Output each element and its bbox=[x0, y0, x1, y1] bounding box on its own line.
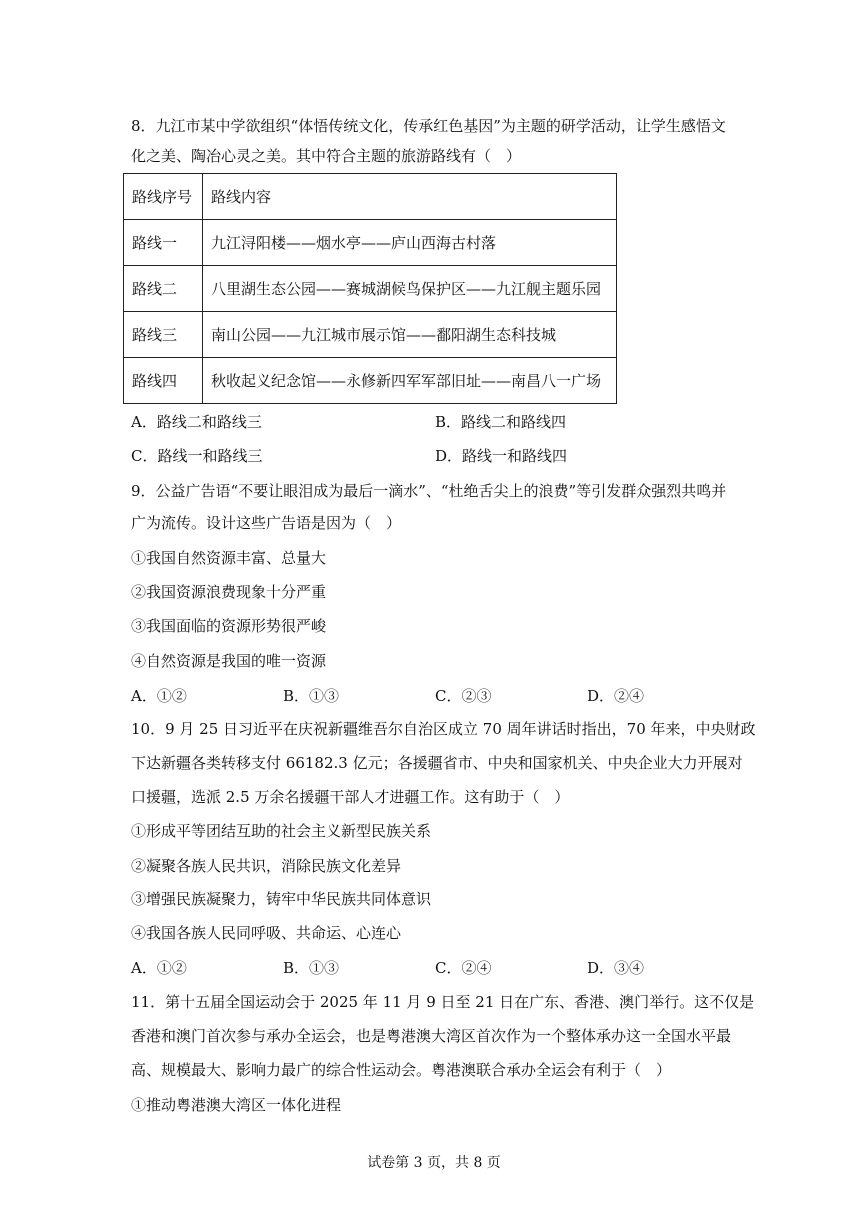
table-cell: 路线三 bbox=[124, 312, 203, 358]
table-row bbox=[124, 358, 617, 404]
q11-statement-1: ①推动粤港澳大湾区一体化进程 bbox=[131, 1096, 342, 1114]
table-cell: 九江浔阳楼——烟水亭——庐山西海古村落 bbox=[203, 220, 617, 266]
q9-stem-line-2: 广为流传。设计这些广告语是因为（ ） bbox=[131, 514, 402, 532]
table-cell: 路线一 bbox=[124, 220, 203, 266]
q9-statement-3: ③我国面临的资源形势很严峻 bbox=[131, 617, 327, 635]
q11-stem-line-2: 香港和澳门首次参与承办全运会，也是粤港澳大湾区首次作为一个整体承办这一全国水平最 bbox=[131, 1027, 732, 1045]
q10-stem-line-3: 口援疆，选派 2.5 万余名援疆干部人才进疆工作。这有助于（ ） bbox=[131, 788, 570, 806]
q9-option-b[interactable]: B．①③ bbox=[283, 687, 340, 705]
q10-statement-3: ③增强民族凝聚力，铸牢中华民族共同体意识 bbox=[131, 890, 432, 908]
q9-statement-2: ②我国资源浪费现象十分严重 bbox=[131, 583, 327, 601]
table-cell: 八里湖生态公园——赛城湖候鸟保护区——九江舰主题乐园 bbox=[203, 266, 617, 312]
q10-statement-2: ②凝聚各族人民共识，消除民族文化差异 bbox=[131, 857, 402, 875]
q9-statement-4: ④自然资源是我国的唯一资源 bbox=[131, 652, 327, 670]
q11-stem-line-1: 11．第十五届全国运动会于 2025 年 11 月 9 日至 21 日在广东、香港、澳门举行。这不仅是 bbox=[131, 993, 755, 1011]
q8-stem-line-2: 化之美、陶冶心灵之美。其中符合主题的旅游路线有（ ） bbox=[131, 147, 522, 165]
q8-option-c[interactable]: C．路线一和路线三 bbox=[131, 447, 263, 465]
q8-option-b[interactable]: B．路线二和路线四 bbox=[435, 413, 567, 431]
table-cell: 秋收起义纪念馆——永修新四军军部旧址——南昌八一广场 bbox=[203, 358, 617, 404]
q8-stem-line-1: 8．九江市某中学欲组织“体悟传统文化，传承红色基因”为主题的研学活动，让学生感悟文 bbox=[131, 117, 726, 135]
q10-option-a[interactable]: A．①② bbox=[131, 959, 187, 977]
q10-option-c[interactable]: C．②④ bbox=[435, 959, 492, 977]
q10-statement-4: ④我国各族人民同呼吸、共命运、心连心 bbox=[131, 924, 402, 942]
q9-stem-line-1: 9．公益广告语“不要让眼泪成为最后一滴水”、“杜绝舌尖上的浪费”等引发群众强烈共鸣并 bbox=[131, 482, 727, 500]
q10-option-b[interactable]: B．①③ bbox=[283, 959, 340, 977]
route-table bbox=[123, 173, 617, 404]
table-cell: 路线二 bbox=[124, 266, 203, 312]
table-cell: 路线四 bbox=[124, 358, 203, 404]
q10-stem-line-2: 下达新疆各类转移支付 66182.3 亿元；各援疆省市、中央和国家机关、中央企业大力开展对 bbox=[131, 754, 743, 772]
q9-option-d[interactable]: D．②④ bbox=[587, 687, 645, 705]
q9-statement-1: ①我国自然资源丰富、总量大 bbox=[131, 549, 327, 567]
q8-option-d[interactable]: D．路线一和路线四 bbox=[435, 447, 568, 465]
q10-stem-line-1: 10．9 月 25 日习近平在庆祝新疆维吾尔自治区成立 70 周年讲话时指出，70 年来，中央财政 bbox=[131, 720, 756, 738]
q10-statement-1: ①形成平等团结互助的社会主义新型民族关系 bbox=[131, 822, 432, 840]
table-header-row bbox=[124, 174, 617, 220]
q10-option-d[interactable]: D．③④ bbox=[587, 959, 645, 977]
q9-option-c[interactable]: C．②③ bbox=[435, 687, 492, 705]
table-header-cell: 路线序号 bbox=[124, 174, 203, 220]
table-row bbox=[124, 220, 617, 266]
table-cell: 南山公园——九江城市展示馆——鄱阳湖生态科技城 bbox=[203, 312, 617, 358]
q11-stem-line-3: 高、规模最大、影响力最广的综合性运动会。粤港澳联合承办全运会有利于（ ） bbox=[131, 1061, 672, 1079]
q8-option-a[interactable]: A．路线二和路线三 bbox=[131, 413, 262, 431]
table-header-cell: 路线内容 bbox=[203, 174, 617, 220]
table-row bbox=[124, 266, 617, 312]
table-row bbox=[124, 312, 617, 358]
page-footer: 试卷第 3 页，共 8 页 bbox=[367, 1155, 501, 1171]
q9-option-a[interactable]: A．①② bbox=[131, 687, 187, 705]
